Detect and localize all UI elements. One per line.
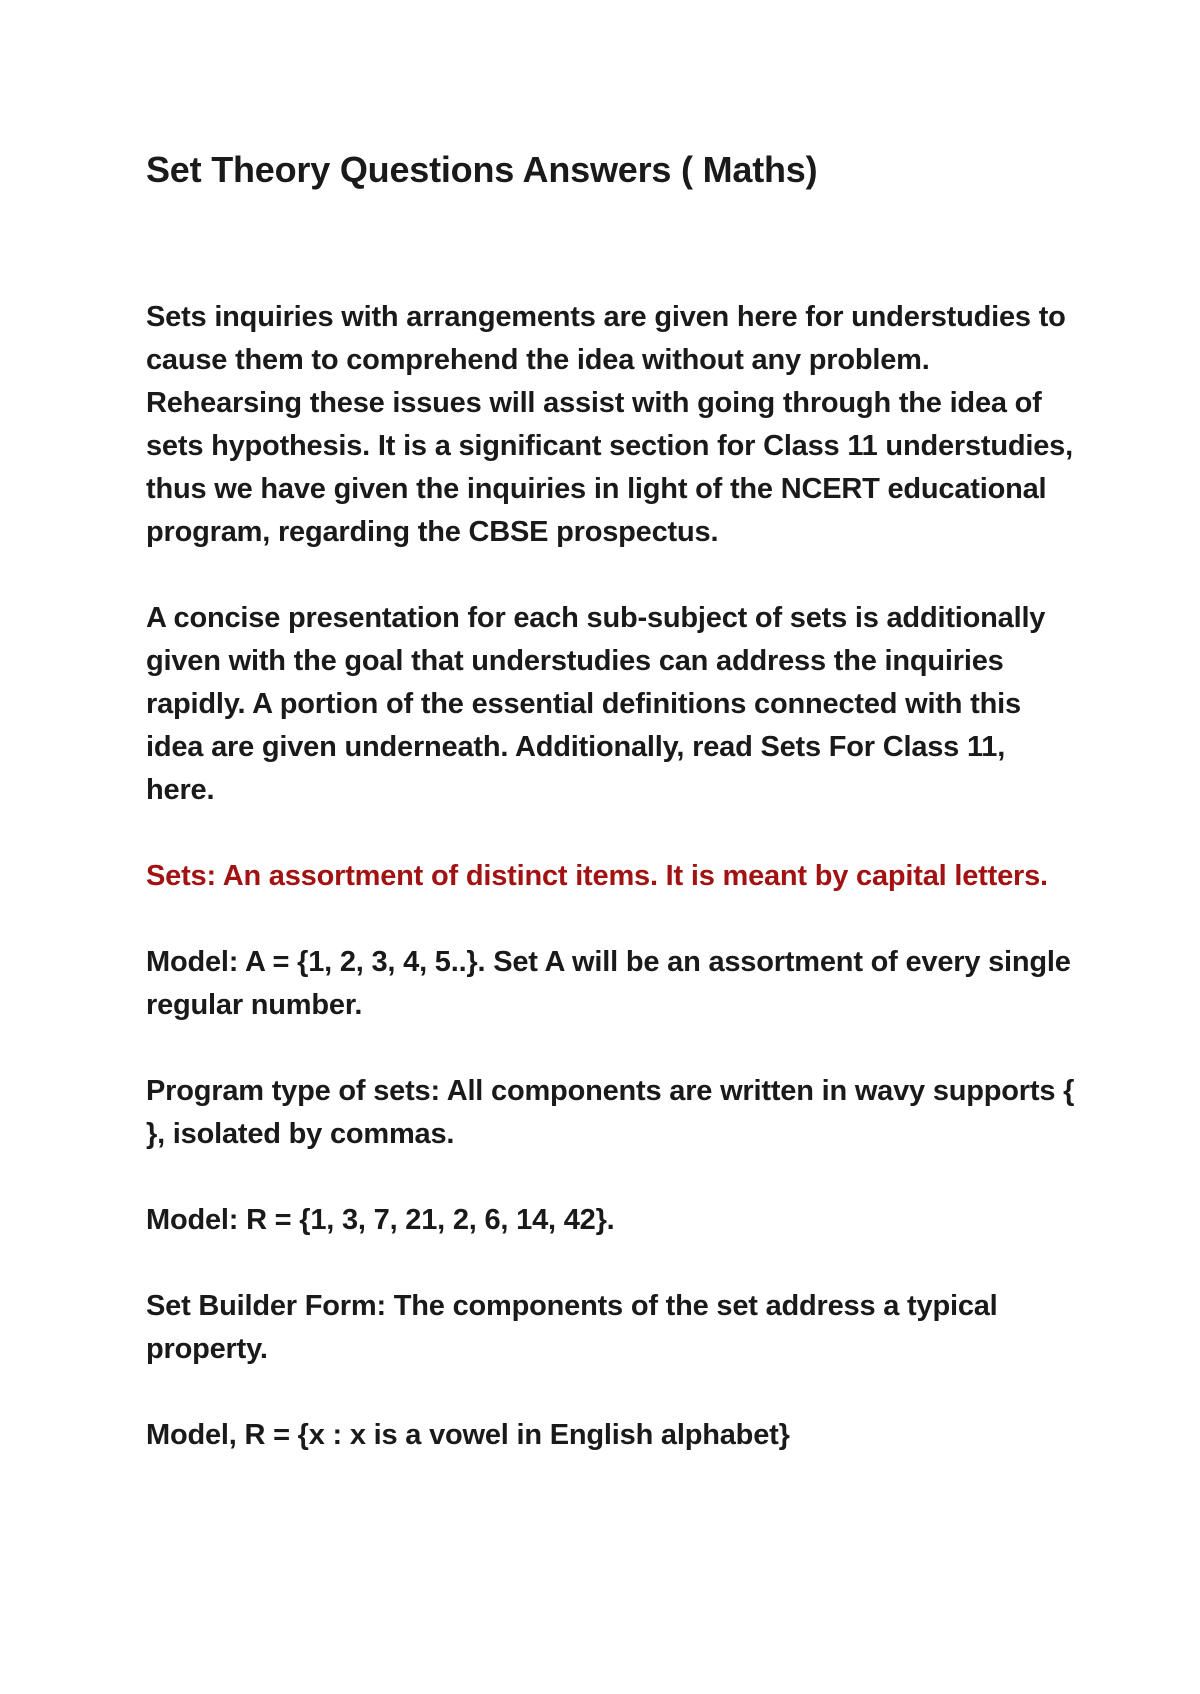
set-builder-definition: Set Builder Form: The components of the set address a typical property.	[146, 1290, 998, 1365]
set-builder-example: Model, R = {x : x is a vowel in English alphabet}	[146, 1419, 790, 1451]
intro-paragraph: Sets inquiries with arrangements are given here for understudies to cause them to comprehend the idea without any problem. Rehearsing these issues will assist with going through the idea of sets hypothesis. It is a significant section for Class 11 understudies, thus we have given the inquiries in light of the NCERT educational program, regarding the CBSE prospectus.	[146, 301, 1073, 548]
roster-form-definition: Program type of sets: All components are written in wavy supports { }, isolated by commas.	[146, 1075, 1075, 1150]
sets-example: Model: A = {1, 2, 3, 4, 5..}. Set A will be an assortment of every single regular number.	[146, 946, 1071, 1021]
page-title: Set Theory Questions Answers ( Maths)	[146, 149, 818, 190]
summary-paragraph: A concise presentation for each sub-subject of sets is additionally given with the goal that understudies can address the inquiries rapidly. A portion of the essential definitions connected with this idea are given underneath. Additionally, read Sets For Class 11, here.	[146, 602, 1046, 806]
sets-definition: Sets: An assortment of distinct items. It is meant by capital letters.	[146, 860, 1048, 892]
document-body	[146, 148, 1076, 1500]
roster-form-example: Model: R = {1, 3, 7, 21, 2, 6, 14, 42}.	[146, 1204, 615, 1236]
